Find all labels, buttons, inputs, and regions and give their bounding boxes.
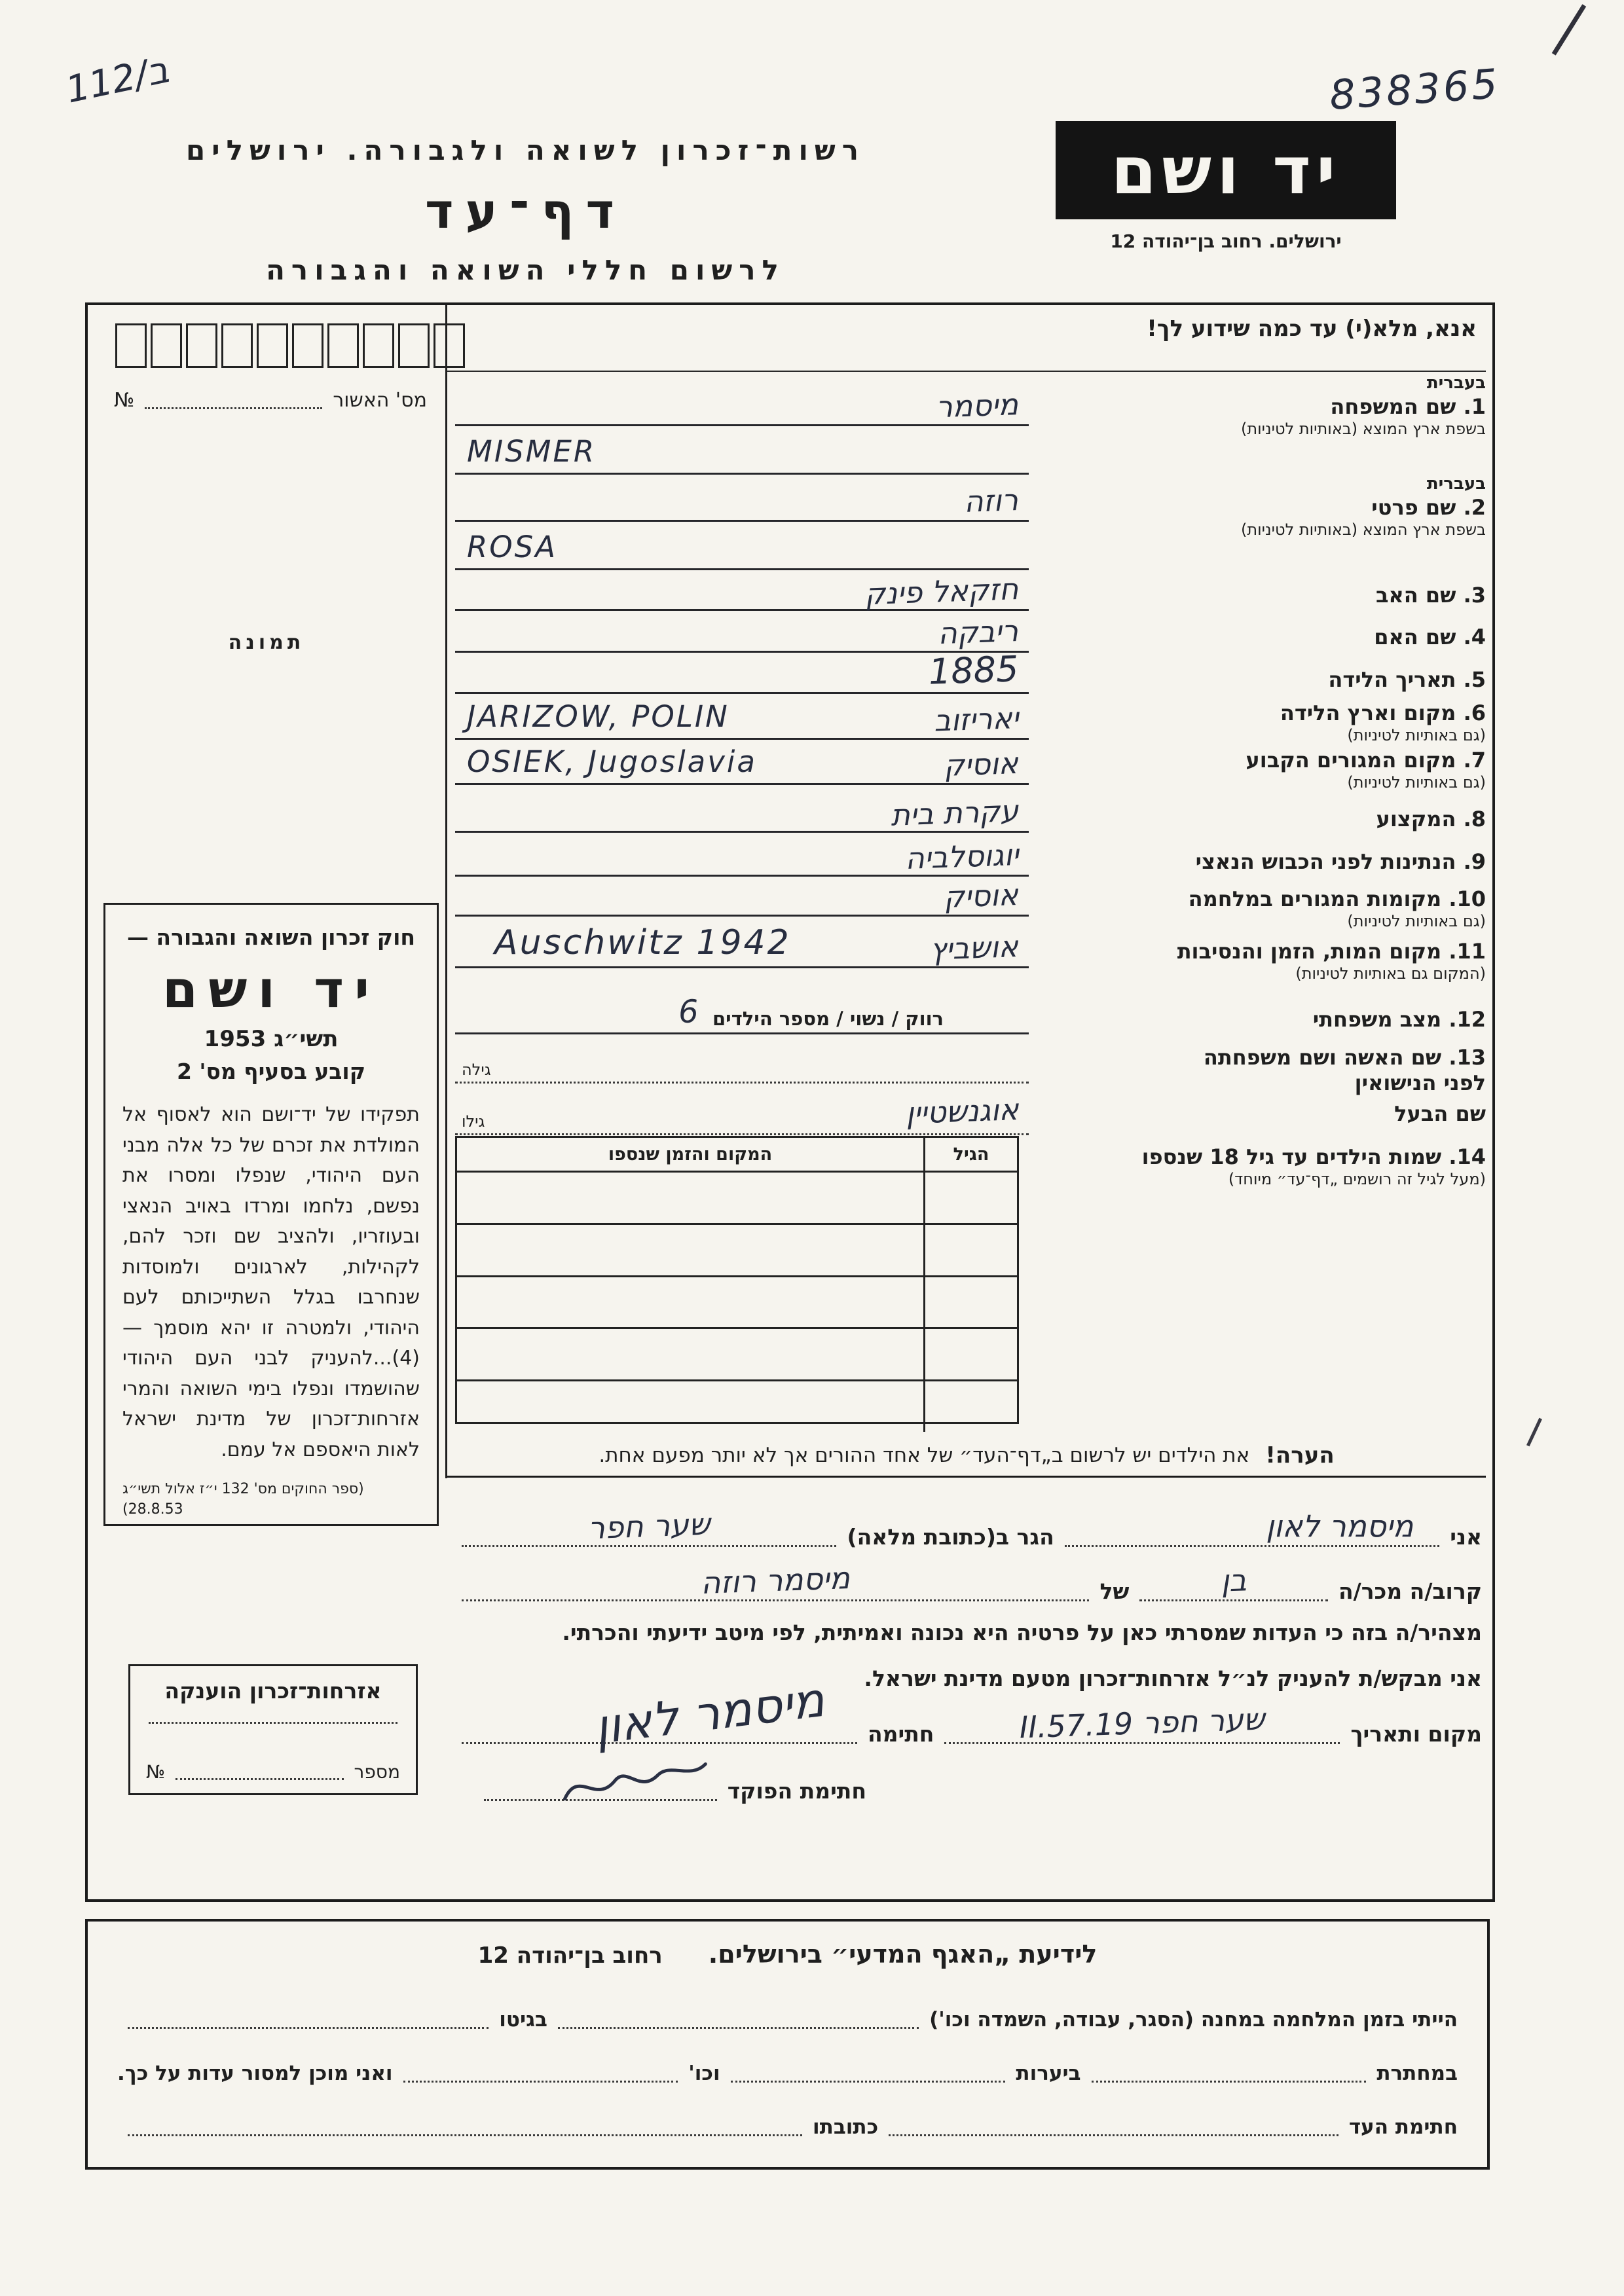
field12-options-group	[679, 993, 944, 1030]
field2-label	[1046, 474, 1486, 539]
field11-label	[1046, 939, 1486, 983]
field1-sub-label: בשפת ארץ המוצא (באותיות לטיניות)	[1241, 419, 1486, 438]
entry-mother-name: ריבקה	[937, 613, 1019, 651]
field14-main-label: 14. שמות הילדים עד גיל 18 שנספו	[1141, 1144, 1486, 1169]
number-box	[257, 323, 288, 368]
place-date-label: מקום ותאריך	[1350, 1721, 1482, 1747]
field14-label	[1046, 1144, 1486, 1189]
dotted-line	[128, 2129, 802, 2136]
field11-line	[455, 923, 1029, 968]
children-table	[455, 1136, 1019, 1424]
field6-line	[455, 700, 1029, 740]
dotted-line	[944, 1701, 1340, 1745]
dotted-line	[1065, 1508, 1439, 1547]
dotted-line	[128, 2022, 489, 2029]
field3-main-label: 3. שם האב	[1375, 583, 1486, 608]
logo-address: ירושלים. רחוב בן־יהודה 12	[1110, 230, 1342, 252]
numero-sign: №	[114, 389, 135, 412]
children-table-row	[457, 1277, 1017, 1330]
field5-line	[455, 648, 1029, 694]
entry-surname-hebrew: מיסמר	[935, 387, 1019, 425]
dotted-line	[731, 2075, 1006, 2083]
dotted-line	[149, 1722, 397, 1724]
age-cell	[923, 1277, 1017, 1328]
handwritten-registration-number: 838365	[1327, 59, 1502, 120]
field4-label	[1046, 625, 1486, 650]
field12-main-label: 12. מצב משפחתי	[1312, 1007, 1486, 1032]
form-title: דף־עד	[425, 183, 626, 240]
margin-pen-mark	[1526, 1418, 1542, 1447]
children-table-row	[457, 1173, 1017, 1225]
declaration-statement-1: מצהיר/ה בזה כי העדות שמסרתי כאן על פרטיה היא נכונה ואמיתית, לפי מיטב ידיעתי והכרתי.	[562, 1620, 1482, 1645]
children-table-row	[457, 1381, 1017, 1432]
age-cell	[923, 1173, 1017, 1223]
form-subtitle: לרשום חללי השואה והגבורה	[266, 254, 785, 286]
entry-birth-date: 1885	[927, 648, 1019, 693]
law-footnote: (ספר החוקים מס' 132 י״ז אלול תשי״ג 28.8.53)	[122, 1481, 364, 1518]
dotted-line	[1139, 1562, 1328, 1601]
dotted-line	[558, 2022, 919, 2029]
witness-address-label: כתובתו	[813, 2115, 879, 2139]
clerk-signature-label: חתימת הפוקד	[727, 1778, 866, 1804]
entry-father-name: חזקאל פינק	[864, 572, 1019, 612]
witness-signature: מיסמר לאון	[591, 1671, 827, 1755]
place-cell	[457, 1329, 923, 1379]
number-box	[363, 323, 394, 368]
law-logo-text: יד ושם	[162, 960, 380, 1019]
dotted-line	[1092, 2075, 1367, 2083]
entry-spouse-name: אוגנשטיין	[904, 1092, 1019, 1131]
field9-label	[1046, 849, 1486, 875]
clerk-signature-scribble	[559, 1756, 712, 1808]
number-box	[292, 323, 323, 368]
field2-hebrew-line	[455, 482, 1029, 522]
field7-label	[1046, 748, 1486, 792]
field6-main-label: 6. מקום וארץ הלידה	[1280, 701, 1486, 725]
organization-title: רשות־זכרון לשואה ולגבורה. ירושלים	[185, 134, 866, 166]
memorial-citizenship-box	[128, 1664, 418, 1795]
field14-sub-label: (מעל לגיל זה רושמים „דף־עד״ מיוחד)	[1228, 1170, 1486, 1189]
yad-vashem-logo	[1056, 121, 1396, 219]
field12-line	[455, 994, 1029, 1034]
dotted-line	[145, 402, 322, 409]
dotted-line	[462, 1506, 836, 1547]
entry-firstname-hebrew: רוזה	[963, 483, 1019, 519]
camp-label: הייתי בזמן המלחמה במחנה (הסגר, עבודה, השמדה וכו')	[929, 2008, 1458, 2032]
horizontal-rule	[447, 371, 1486, 372]
forests-label: ביערות	[1016, 2062, 1081, 2085]
law-box	[103, 903, 439, 1526]
field8-main-label: 8. המקצוע	[1376, 807, 1486, 831]
age-cell	[923, 1225, 1017, 1275]
logo-text: יד ושם	[1111, 132, 1341, 209]
dotted-line	[889, 2129, 1338, 2136]
marital-status-options: רווק / נשוי / מספר הילדים	[712, 1008, 944, 1030]
field11-sub-label: (המקום גם באותיות לטיניות)	[1295, 964, 1486, 983]
field1-lang-label: בעברית	[1426, 373, 1486, 393]
dotted-line	[175, 1773, 343, 1780]
ghetto-label: בגיטו	[499, 2008, 547, 2032]
field1-label	[1046, 373, 1486, 439]
entry-relation: בן	[1220, 1562, 1247, 1599]
citizenship-number-row	[146, 1761, 400, 1783]
entry-death-place-latin: Auschwitz 1942	[494, 923, 791, 962]
field9-main-label: 9. הנתינות לפני הכבוש הנאצי	[1195, 849, 1486, 874]
entry-witness-name: מיסמר לאון	[1266, 1508, 1414, 1544]
his-age-label: גילו	[462, 1112, 485, 1131]
field13-label	[1046, 1045, 1486, 1096]
entry-residence-hebrew: אוסיק	[943, 746, 1019, 783]
address-label: הגר ב(כתובת מלאה)	[847, 1524, 1054, 1550]
field10-main-label: 10. מקומות המגורים במלחמה	[1188, 886, 1486, 911]
field5-main-label: 5. תאריך הלידה	[1328, 667, 1486, 692]
husband-line	[455, 1092, 1029, 1135]
field10-label	[1046, 886, 1486, 931]
entry-birthplace-hebrew: יאריזוב	[932, 701, 1019, 738]
field7-line	[455, 745, 1029, 785]
children-table-header	[457, 1138, 1017, 1173]
place-cell	[457, 1225, 923, 1275]
field8-label	[1046, 807, 1486, 832]
field4-main-label: 4. שם האם	[1374, 625, 1486, 649]
main-form	[85, 302, 1495, 1902]
entry-residence-latin: OSIEK, Jugoslavia	[467, 744, 757, 779]
field13-main-label: 13. שם האשה ושם משפחתה	[1203, 1045, 1486, 1070]
law-year: תשי״ג 1953	[204, 1026, 339, 1052]
entry-surname-latin: MISMER	[467, 434, 597, 469]
law-title: חוק זכרון השואה והגבורה —	[126, 924, 416, 950]
entry-wartime-residence: אוסיק	[943, 877, 1019, 915]
children-table-row	[457, 1329, 1017, 1381]
clerk-signature-row	[473, 1778, 866, 1804]
place-cell	[457, 1381, 923, 1432]
field2-main-label: 2. שם פרטי	[1371, 494, 1486, 520]
field6-sub-label: (גם באותיות לטיניות)	[1347, 726, 1486, 745]
field7-main-label: 7. מקום המגורים הקבוע	[1246, 748, 1486, 773]
number-box	[327, 323, 359, 368]
field2-sub-label: בשפת ארץ המוצא (באותיות לטיניות)	[1241, 520, 1486, 539]
declaration-row-relation	[451, 1560, 1482, 1604]
approval-number-row	[114, 389, 427, 412]
of-label: של	[1099, 1578, 1130, 1604]
declaration-row-identity	[451, 1506, 1482, 1550]
declaration-statement-2: אני מבקש/ת להעניק לנ״ל אזרחות־זכרון מטעם מדינת ישראל.	[864, 1666, 1482, 1691]
law-body-text: תפקידו של יד־ושם הוא לאסוף אל המולדת את זכרם של כל אלה מבני העם היהודי, שנפלו ומסרו את נפשם, נלחמו ומרדו באויב הנאצי ובעוזריו, ולהציב שם וזכר להם, לקהילות, לארגונים ולמוסדות שנחרבו בגלל השתייכותם לעם היהודי, ולמטרה זו יהא מוסמך — (4)...להעניק לבני העם היהודי שהושמדו ונפלו בימי השואה והמרי אזרחות־זכרון של מדינת ישראל לאות היאספם אל עמם.	[122, 1103, 420, 1461]
field2-lang-label: בעברית	[1426, 474, 1486, 494]
note-band	[447, 1435, 1486, 1478]
number-box	[151, 323, 182, 368]
entry-firstname-latin: ROSA	[467, 530, 558, 564]
numero-sign: №	[146, 1761, 166, 1783]
field3-line	[455, 571, 1029, 611]
etc-label: וכו'	[688, 2062, 720, 2085]
bottom-box-line1	[117, 1999, 1458, 2032]
field13-main-label2: לפני הנישואין	[1354, 1070, 1486, 1096]
witness-signature-label: חתימת העד	[1348, 2115, 1458, 2139]
number-box	[186, 323, 217, 368]
field3-label	[1046, 583, 1486, 608]
field2-latin-line	[455, 530, 1029, 570]
citizenship-number-label: מספר	[354, 1761, 400, 1783]
bottom-box-title: לידיעת „האגף המדעי״ בירושלים.	[708, 1940, 1098, 1969]
ready-to-testify-label: ואני מוכן למסור עדות על כך.	[117, 2062, 393, 2085]
entry-victim-name: מיסמר רוזה	[700, 1560, 851, 1601]
field10-sub-label: (גם באותיות לטיניות)	[1347, 912, 1486, 931]
dotted-line	[462, 1671, 857, 1755]
entry-witness-address: שער חפר	[587, 1506, 711, 1546]
field7-sub-label: (גם באותיות לטיניות)	[1347, 773, 1486, 792]
entry-nationality: יוגוסלביה	[904, 837, 1019, 877]
husband-label-block	[1046, 1101, 1486, 1127]
field1-latin-line	[455, 435, 1029, 475]
place-cell	[457, 1277, 923, 1328]
dotted-line	[462, 1560, 1089, 1601]
field12-label	[1046, 1007, 1486, 1032]
bottom-box-line2	[117, 2052, 1458, 2085]
age-cell	[923, 1329, 1017, 1379]
place-cell	[457, 1173, 923, 1223]
number-box	[221, 323, 253, 368]
relation-label: קרוב/ה מכר/ה	[1338, 1578, 1482, 1604]
fields-area	[447, 305, 1486, 1899]
dotted-line	[403, 2075, 678, 2083]
age-cell	[923, 1381, 1017, 1432]
note-label: הערה!	[1265, 1442, 1335, 1468]
field11-main-label: 11. מקום המות, הזמן והנסיבות	[1177, 939, 1486, 964]
field1-hebrew-line	[455, 386, 1029, 426]
entry-place-date: שער חפר 19.II.57	[1019, 1701, 1266, 1745]
field6-label	[1046, 701, 1486, 745]
fill-instruction: אנא, מלא(י) עד כמה שידוע לך!	[1147, 316, 1477, 342]
note-text: את הילדים יש לרשום ב„דף־העד״ של אחד ההורים אך לא יותר מפעם אחת.	[599, 1444, 1250, 1467]
bottom-box-title-row	[88, 1940, 1487, 1969]
number-box	[115, 323, 147, 368]
her-age-label: גילה	[462, 1061, 491, 1079]
number-box	[398, 323, 430, 368]
number-boxes-strip	[115, 323, 465, 368]
entry-death-place-hebrew: אושביץ	[929, 929, 1019, 967]
bottom-box-line3	[117, 2106, 1458, 2139]
age-column-header: הגיל	[923, 1138, 1017, 1171]
field1-main-label: 1. שם המשפחה	[1330, 393, 1486, 419]
field8-line	[455, 793, 1029, 833]
scientific-branch-box	[85, 1919, 1490, 2170]
law-section: קובע בסעיף מס' 2	[176, 1059, 366, 1084]
field4-line	[455, 613, 1029, 653]
place-column-header: המקום והזמן שנספו	[608, 1144, 773, 1165]
field10-line	[455, 877, 1029, 917]
i-label: אני	[1450, 1524, 1482, 1550]
underground-label: במחתרת	[1376, 2062, 1458, 2085]
handwritten-file-ref: 112/ב	[62, 48, 173, 112]
dotted-line	[484, 1794, 717, 1801]
pen-stroke-mark	[1552, 4, 1587, 55]
children-table-row	[457, 1225, 1017, 1277]
field13-wife-line	[455, 1044, 1029, 1084]
signature-label: חתימה	[868, 1721, 934, 1747]
entry-children-count: 6	[678, 993, 699, 1031]
entry-profession: עקרת בית	[890, 793, 1019, 833]
husband-name-label: שם הבעל	[1394, 1101, 1486, 1126]
photo-placeholder-label: תמונה	[228, 631, 305, 654]
citizenship-granted-title: אזרחות־זכרון הוענקה	[164, 1678, 382, 1704]
approval-number-label: מס' האשור	[333, 389, 427, 412]
form-header	[128, 134, 923, 286]
field5-label	[1046, 667, 1486, 693]
field9-line	[455, 837, 1029, 877]
bottom-box-address: רחוב בן־יהודה 12	[477, 1942, 663, 1969]
entry-birthplace-latin: JARIZOW, POLIN	[467, 699, 729, 734]
